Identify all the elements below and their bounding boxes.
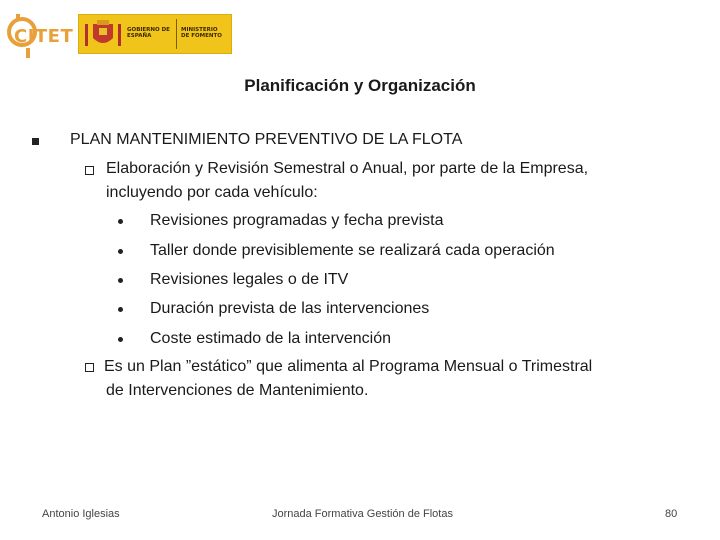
bullet-item: Revisiones legales o de ITV (150, 271, 349, 288)
citet-logo-text: CITET (14, 26, 74, 47)
slide-title: Planificación y Organización (244, 76, 476, 95)
dot-bullet-icon (118, 249, 123, 254)
footer-author: Antonio Iglesias (42, 508, 120, 520)
bullet-item: Duración prevista de las intervenciones (150, 300, 430, 317)
footer-event: Jornada Formativa Gestión de Flotas (272, 508, 453, 520)
point2-line2: de Intervenciones de Mantenimiento. (106, 382, 369, 399)
dot-bullet-icon (118, 307, 123, 312)
coat-of-arms-icon (83, 18, 123, 50)
gobierno-logo (78, 14, 232, 54)
dot-bullet-icon (118, 219, 123, 224)
dot-bullet-icon (118, 337, 123, 342)
point1-line1: Elaboración y Revisión Semestral o Anual, por parte de la Empresa, (106, 160, 589, 177)
point2-line1: Es un Plan ”estático” que alimenta al Programa Mensual o Trimestral (104, 358, 593, 375)
page-number: 80 (665, 508, 678, 520)
checkbox-bullet-icon (85, 166, 94, 175)
checkbox-bullet-icon (85, 363, 94, 372)
bullet-item: Taller donde previsiblemente se realizará cada operación (150, 242, 555, 259)
bullet-item: Coste estimado de la intervención (150, 330, 392, 347)
section-heading: PLAN MANTENIMIENTO PREVENTIVO DE LA FLOTA (70, 131, 463, 148)
bullet-item: Revisiones programadas y fecha prevista (150, 212, 444, 229)
point1-line2: incluyendo por cada vehículo: (106, 184, 318, 201)
citet-logo (6, 8, 74, 60)
gov-divider (176, 19, 177, 49)
square-bullet-icon (32, 138, 39, 145)
dot-bullet-icon (118, 278, 123, 283)
gobierno-text: GOBIERNO DE ESPAÑA (127, 27, 170, 39)
ministerio-text: MINISTERIO DE FOMENTO (181, 27, 222, 39)
